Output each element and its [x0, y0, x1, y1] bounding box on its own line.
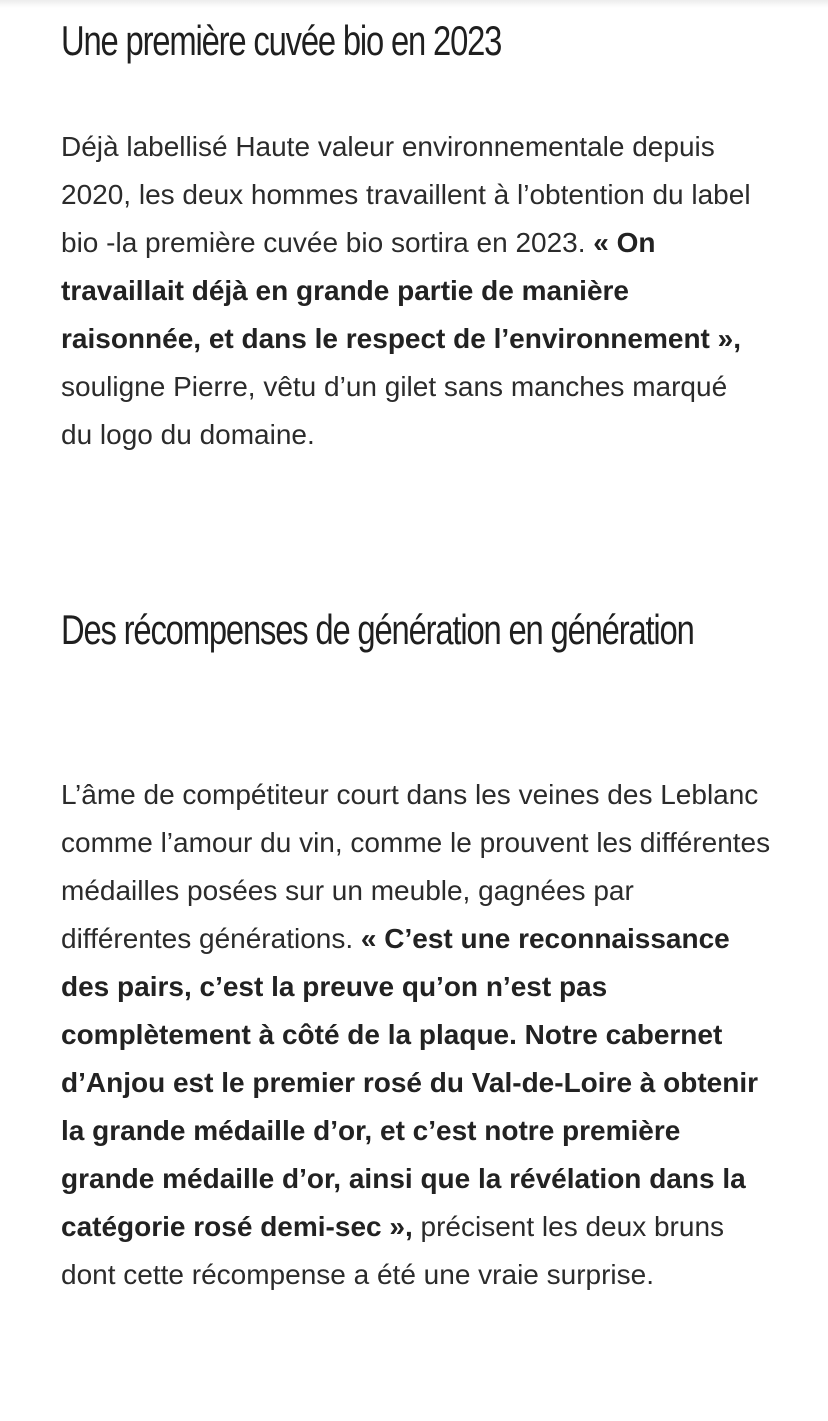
paragraph-text: L’âme de compétiteur court dans les veines des Leblanc comme l’amour du vin, comme le prouvent les différentes médailles posées sur un meuble, gagnées par différentes générations.	[61, 779, 771, 954]
paragraph-awards	[61, 771, 771, 1299]
section-heading-awards: Des récompenses de génération en génération	[61, 606, 694, 653]
paragraph-text: Déjà labellisé Haute valeur environnementale depuis 2020, les deux hommes travaillent à l’obtention du label bio -la première cuvée bio sortira en 2023.	[61, 131, 751, 258]
quote-text: « On travaillait déjà en grande partie de manière raisonnée, et dans le respect de l’environnement »,	[61, 227, 742, 354]
paragraph-text: souligne Pierre, vêtu d’un gilet sans manches marqué du logo du domaine.	[61, 371, 728, 450]
quote-text: « C’est une reconnaissance des pairs, c’est la preuve qu’on n’est pas complètement à côté de la plaque. Notre cabernet d’Anjou est le premier rosé du Val-de-Loire à obtenir la grande médaille d’or, et c’est notre première grande médaille d’or, ainsi que la révélation dans la catégorie rosé demi-sec »,	[61, 923, 759, 1242]
paragraph-bio	[61, 123, 761, 459]
top-bar-shadow	[0, 0, 828, 8]
paragraph-text: précisent les deux bruns dont cette récompense a été une vraie surprise.	[61, 1211, 725, 1290]
section-heading-bio: Une première cuvée bio en 2023	[61, 17, 502, 64]
